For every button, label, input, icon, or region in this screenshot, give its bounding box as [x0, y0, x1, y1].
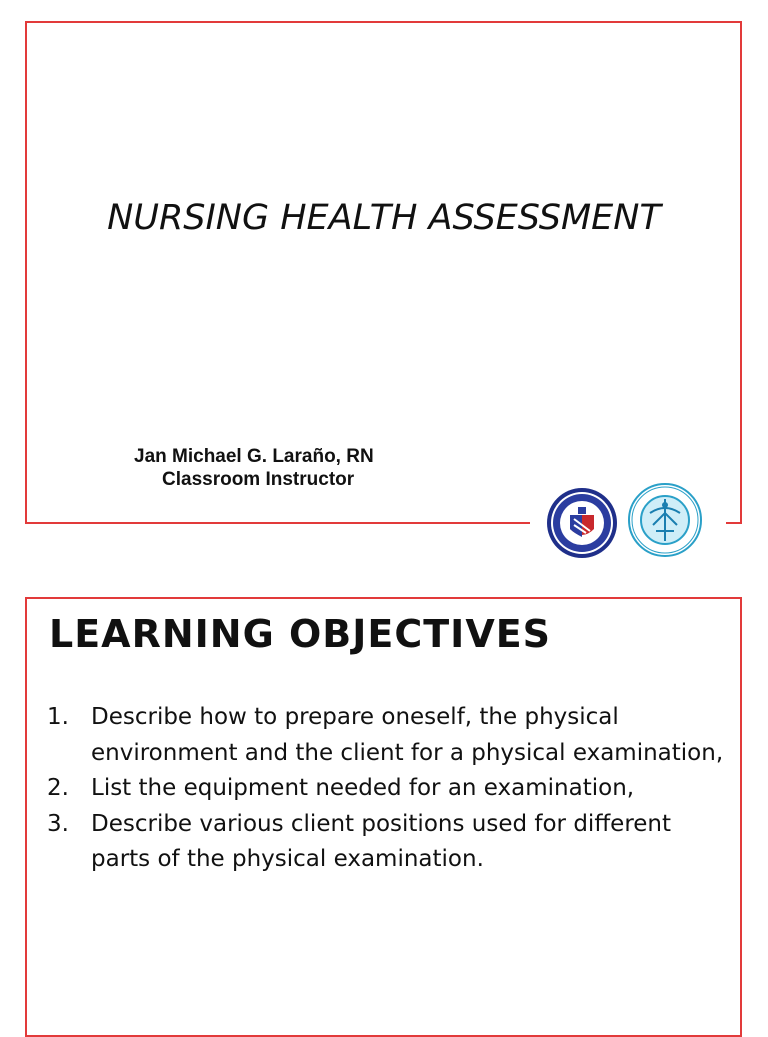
objective-number: 2.	[47, 775, 69, 801]
objective-item	[47, 807, 727, 878]
school-seal-logo	[546, 487, 618, 559]
objective-item	[47, 700, 727, 771]
title-slide	[25, 21, 742, 524]
objective-number: 3.	[47, 810, 69, 837]
objective-text: Describe various client positions used for different parts of the physical examination.	[91, 810, 672, 872]
objective-text: List the equipment needed for an examination,	[91, 775, 635, 801]
author-role: Classroom Instructor	[162, 469, 355, 490]
objective-text: Describe how to prepare oneself, the physical environment and the client for a physical examination,	[91, 704, 724, 766]
college-of-nursing-seal-logo	[628, 483, 702, 557]
slide-title: NURSING HEALTH ASSESSMENT	[107, 198, 661, 238]
author-name: Jan Michael G. Laraño, RN	[134, 446, 374, 467]
objectives-list	[47, 700, 727, 878]
objective-number: 1.	[47, 704, 69, 730]
objective-item	[47, 771, 727, 807]
objectives-heading: LEARNING OBJECTIVES	[49, 612, 552, 656]
